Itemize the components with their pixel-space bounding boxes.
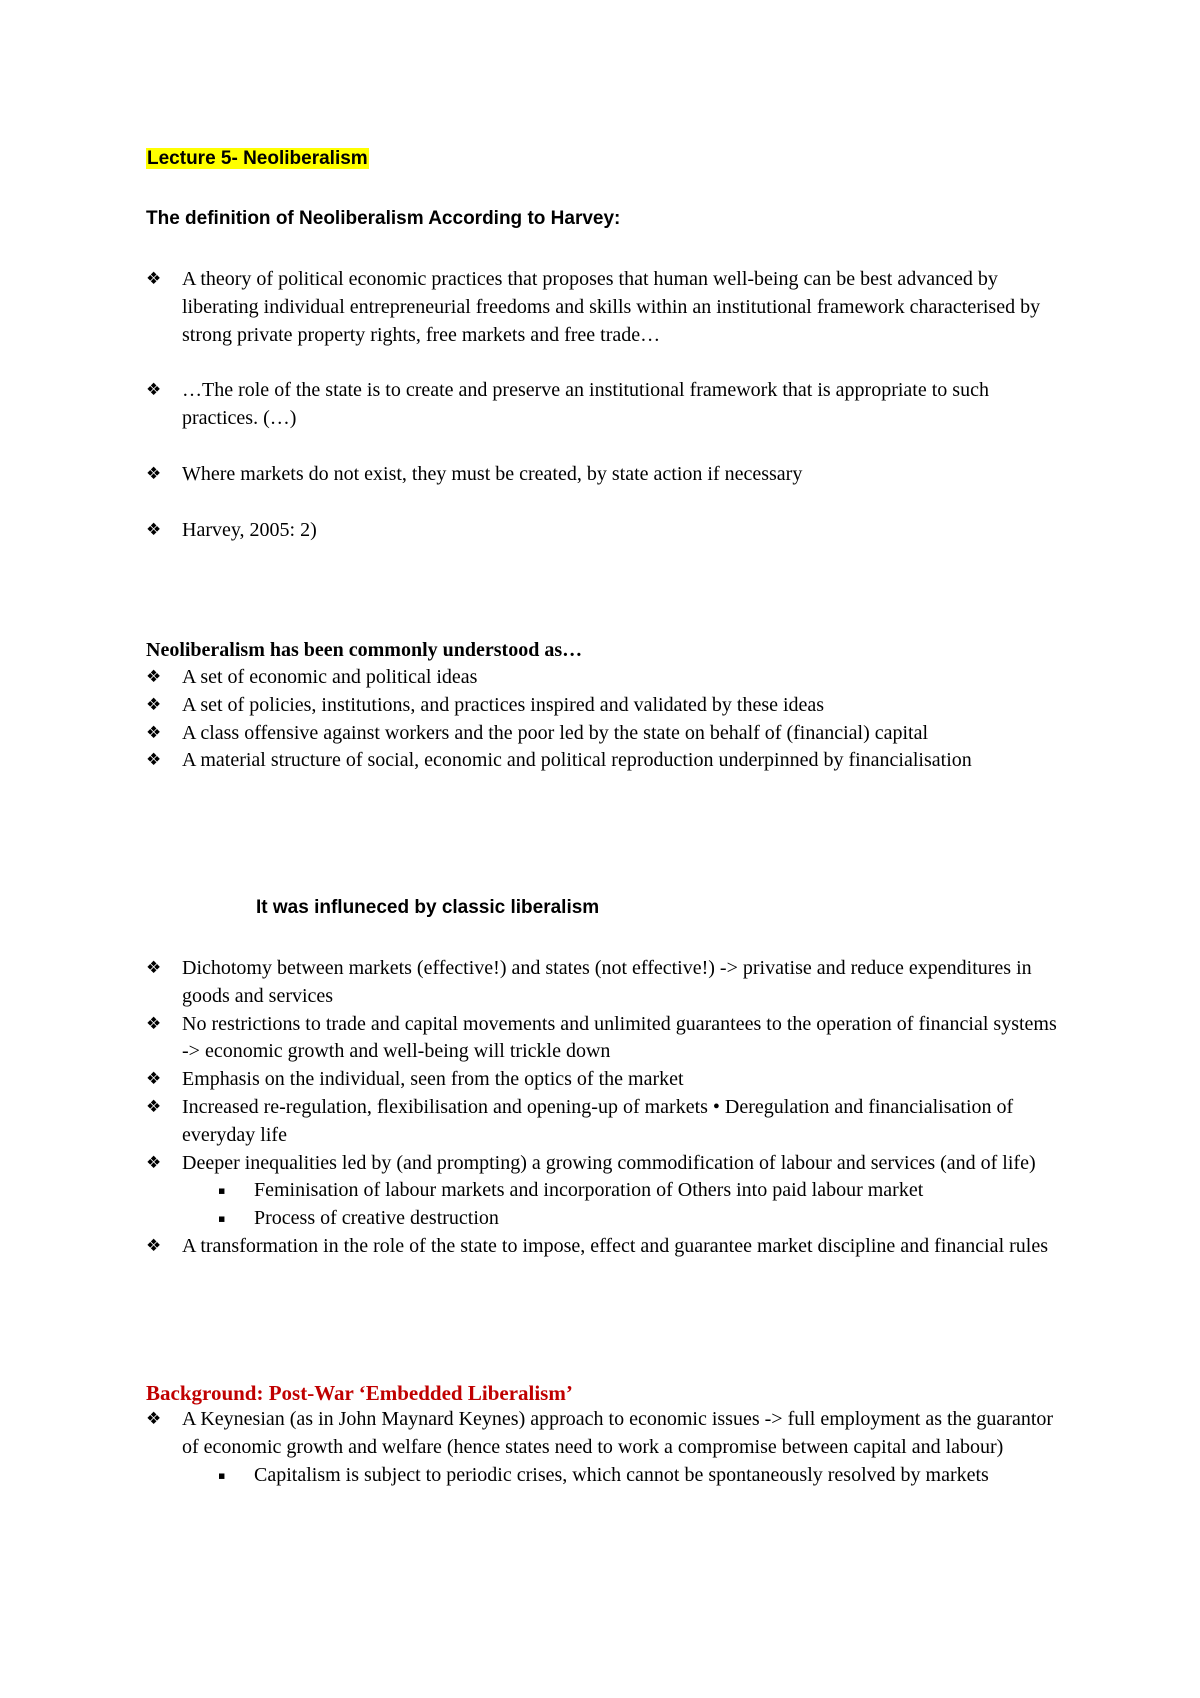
classic-liberalism-heading: It was influneced by classic liberalism: [256, 897, 600, 918]
list-item: ❖ A set of policies, institutions, and practices inspired and validated by these ideas: [146, 692, 1066, 720]
list-item: ❖ A theory of political economic practices that proposes that human well-being can be best advanced by liberating individual entrepreneurial freedoms and skills within an institutional framework characterised by strong private property rights, free markets and free trade…: [146, 268, 1041, 346]
list-item: ❖ …The role of the state is to create and preserve an institutional framework that is appropriate to such practices. (…): [146, 379, 989, 430]
square-bullet-icon: ▪: [218, 1468, 226, 1482]
diamond-bullet-icon: ❖: [146, 380, 162, 401]
diamond-bullet-icon: ❖: [146, 519, 162, 540]
spacer: [146, 489, 1066, 517]
diamond-bullet-icon: ❖: [146, 667, 162, 687]
square-bullet-icon: ▪: [218, 1212, 226, 1226]
list-item: ❖ Dichotomy between markets (effective!) and states (not effective!) -> privatise and reduce expenditures in goods and services: [146, 957, 1032, 1007]
diamond-bullet-icon: ❖: [146, 463, 162, 484]
harvey-definition-list: [146, 266, 1066, 545]
commonly-understood-heading: Neoliberalism has been commonly understood as…: [146, 639, 583, 661]
lecture-title: [146, 147, 369, 171]
diamond-bullet-icon: ❖: [146, 1096, 162, 1117]
square-bullet-icon: ▪: [218, 1184, 226, 1198]
list-item: ❖ No restrictions to trade and capital movements and unlimited guarantees to the operation of financial systems -> economic growth and well-being will trickle down: [146, 1012, 1057, 1063]
spacer: [146, 433, 1066, 461]
diamond-bullet-icon: ❖: [146, 750, 162, 771]
list-item: ❖ Emphasis on the individual, seen from the optics of the market: [146, 1066, 1066, 1094]
diamond-bullet-icon: ❖: [146, 1069, 162, 1090]
title-highlight: Lecture 5- Neoliberalism: [147, 148, 368, 169]
commonly-understood-list: [146, 664, 1066, 775]
sub-list-item: ▪ Feminisation of labour markets and incorporation of Others into paid labour market: [146, 1177, 1066, 1205]
spacer: [146, 349, 1066, 377]
diamond-bullet-icon: ❖: [146, 1409, 162, 1429]
list-item: ❖ A Keynesian (as in John Maynard Keynes) approach to economic issues -> full employment as the guarantor of economic growth and welfare (hence states need to work a compromise between capital and labour) ▪ Capitalism is subject to periodic crises, which cannot be spontaneously resolved by markets: [146, 1406, 1066, 1489]
list-item: ❖ Increased re-regulation, flexibilisation and opening-up of markets • Deregulation and financialisation of everyday life: [146, 1095, 1014, 1146]
embedded-liberalism-list: [146, 1406, 1066, 1489]
sub-list-item: ▪ Capitalism is subject to periodic crises, which cannot be spontaneously resolved by markets: [146, 1462, 1066, 1490]
list-item: ❖ A transformation in the role of the state to impose, effect and guarantee market discipline and financial rules: [146, 1233, 1066, 1261]
diamond-bullet-icon: ❖: [146, 269, 162, 289]
diamond-bullet-icon: ❖: [146, 722, 162, 743]
diamond-bullet-icon: ❖: [146, 958, 162, 978]
list-item: ❖ Deeper inequalities led by (and prompting) a growing commodification of labour and services (and of life) ▪ Feminisation of labour markets and incorporation of Others into paid labour market ▪ Process of creative destruction: [146, 1150, 1066, 1233]
sub-list: [146, 1177, 1066, 1233]
classic-liberalism-list: [146, 955, 1066, 1261]
list-item: ❖ A set of economic and political ideas: [146, 664, 1066, 692]
sub-list: [146, 1462, 1066, 1490]
list-item: ❖ A material structure of social, economic and political reproduction underpinned by financialisation: [146, 747, 1066, 775]
diamond-bullet-icon: ❖: [146, 1013, 162, 1034]
diamond-bullet-icon: ❖: [146, 694, 162, 715]
list-item: ❖ Where markets do not exist, they must be created, by state action if necessary: [146, 461, 1066, 489]
list-item: ❖ A class offensive against workers and the poor led by the state on behalf of (financial) capital: [146, 720, 1066, 748]
list-item: ❖ Harvey, 2005: 2): [146, 517, 1066, 545]
diamond-bullet-icon: ❖: [146, 1152, 162, 1173]
diamond-bullet-icon: ❖: [146, 1235, 162, 1256]
sub-list-item: ▪ Process of creative destruction: [146, 1205, 1066, 1233]
embedded-liberalism-heading: Background: Post-War ‘Embedded Liberalism’: [146, 1381, 573, 1405]
harvey-definition-heading: The definition of Neoliberalism According to Harvey:: [146, 208, 621, 229]
